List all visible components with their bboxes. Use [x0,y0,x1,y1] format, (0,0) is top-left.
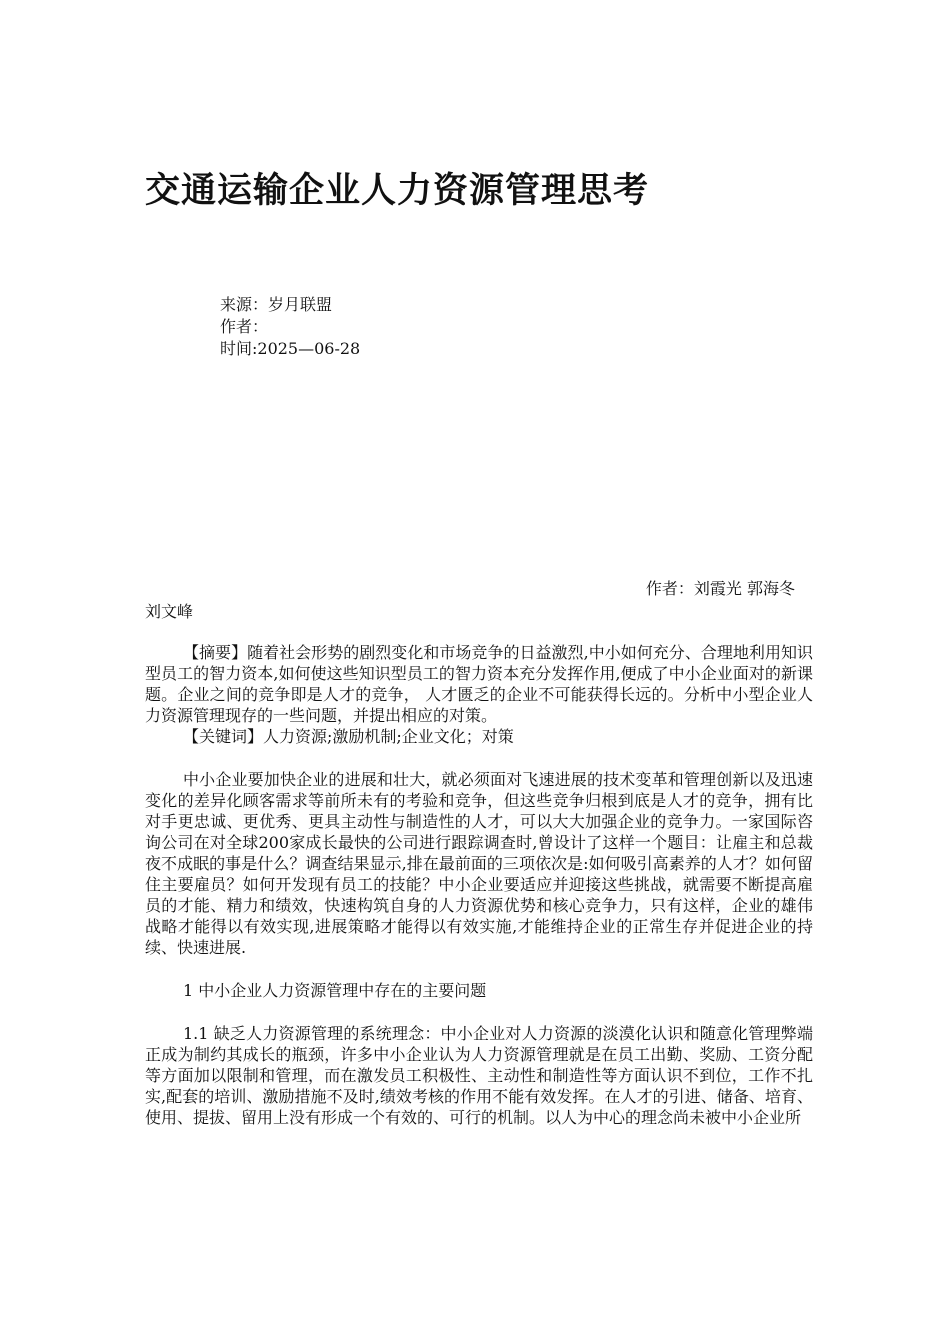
authors-line-1: 作者：刘霞光 郭海冬 [645,579,795,598]
section-heading-1: 1 中小企业人力资源管理中存在的主要问题 [183,981,487,1000]
keywords-paragraph: 【关键词】人力资源;激励机制;企业文化；对策 [183,727,514,746]
meta-source: 来源：岁月联盟 [220,295,333,314]
meta-author: 作者： [220,317,269,336]
meta-time: 时间:2025—06-28 [220,339,361,358]
body-paragraph-2: 1.1 缺乏人力资源管理的系统理念：中小企业对人力资源的淡漠化认识和随意化管理弊端正成为制约其成长的瓶颈，许多中小企业认为人力资源管理就是在员工出勤、奖励、工资分配等方面加以限制和管理，而在激发员工积极性、主动性和制造性等方面认识不到位，工作不扎实,配套的培训、激励措施不及时,绩效考核的作用不能有效发挥。在人才的引进、储备、培育、使用、提拔、留用上没有形成一个有效的、可行的机制。以人为中心的理念尚未被中小企业所 [145,1024,813,1127]
body-paragraph-1: 中小企业要加快企业的进展和壮大，就必须面对飞速进展的技术变革和管理创新以及迅速变化的差异化顾客需求等前所未有的考验和竞争，但这些竞争归根到底是人才的竞争，拥有比对手更忠诚、更优秀、更具主动性与制造性的人才，可以大大加强企业的竞争力。一家国际咨询公司在对全球200家成长最快的公司进行跟踪调查时,曾设计了这样一个题目：让雇主和总裁夜不成眠的事是什么？调查结果显示,排在最前面的三项依次是:如何吸引高素养的人才？如何留住主要雇员？如何开发现有员工的技能？中小企业要适应并迎接这些挑战，就需要不断提高雇员的才能、精力和绩效，快速构筑自身的人力资源优势和核心竞争力，只有这样，企业的雄伟战略才能得以有效实现,进展策略才能得以有效实施,才能维持企业的正常生存并促进企业的持续、快速进展. [145,770,813,957]
document-title: 交通运输企业人力资源管理思考 [145,170,650,211]
document-meta [220,294,360,360]
document-body [145,642,813,1128]
abstract-paragraph: 【摘要】随着社会形势的剧烈变化和市场竞争的日益激烈,中小如何充分、合理地利用知识型员工的智力资本,如何使这些知识型员工的智力资本充分发挥作用,便成了中小企业面对的新课题。企业之间的竞争即是人才的竞争， 人才匮乏的企业不可能获得长远的。分析中小型企业人力资源管理现存的一些问题，并提出相应的对策。 [145,643,813,725]
authors-line-2: 刘文峰 [145,602,194,621]
author-block [145,577,795,623]
